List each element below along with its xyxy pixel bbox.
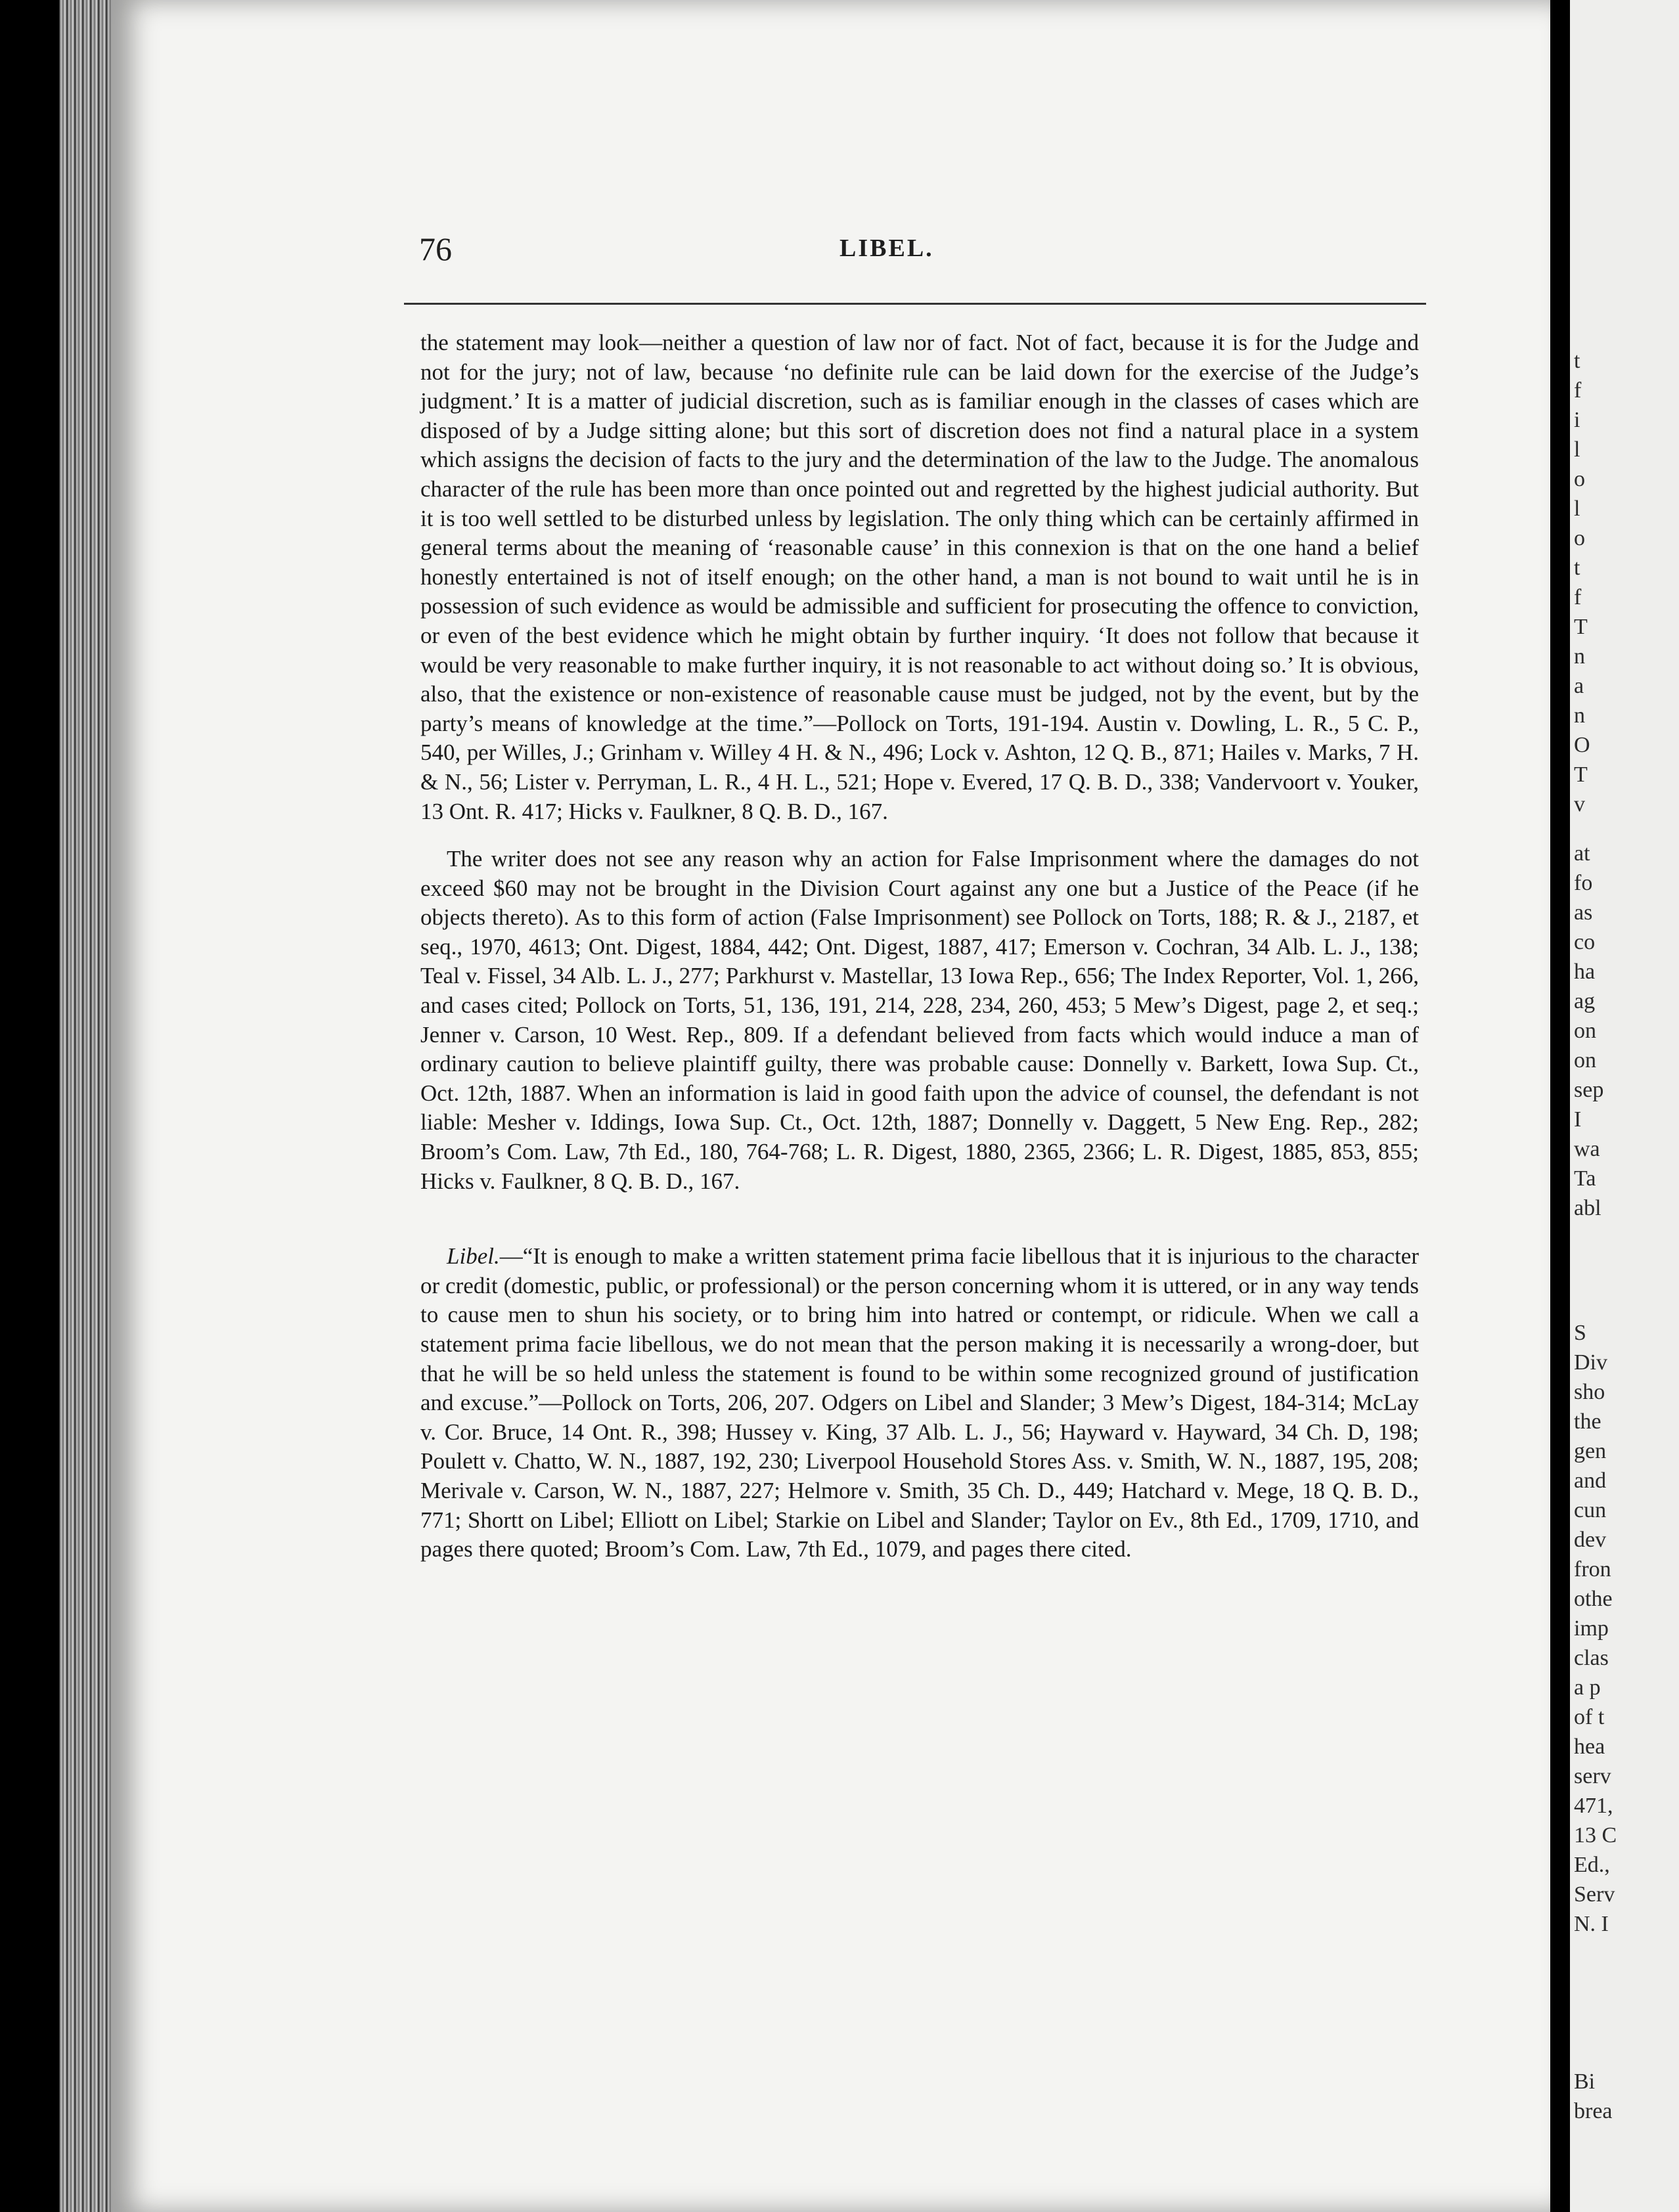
facing-page-fragment: sho (1574, 1380, 1605, 1404)
facing-page-fragment: brea (1574, 2099, 1613, 2123)
facing-page-fragment: as (1574, 900, 1593, 925)
facing-page-fragment: v (1574, 792, 1585, 816)
facing-page-fragment: i (1574, 408, 1580, 432)
facing-page-fragment: dev (1574, 1528, 1607, 1552)
facing-page-fragment: fo (1574, 871, 1593, 895)
facing-page-fragment: a p (1574, 1675, 1601, 1700)
facing-page-fragment: n (1574, 703, 1585, 728)
facing-page-fragment: l (1574, 437, 1580, 462)
facing-page-fragment: othe (1574, 1587, 1613, 1611)
facing-page-fragment: ha (1574, 960, 1596, 984)
page-body (420, 328, 1419, 1564)
facing-page-fragment: f (1574, 585, 1582, 609)
facing-page-fragment: o (1574, 526, 1585, 550)
facing-page-fragment: on (1574, 1019, 1596, 1043)
facing-page-fragment: on (1574, 1048, 1596, 1073)
facing-page-fragment: 13 C (1574, 1823, 1617, 1847)
facing-page-fragment: O (1574, 733, 1590, 757)
libel-term: Libel. (447, 1243, 500, 1270)
facing-page-fragment: Div (1574, 1350, 1607, 1375)
facing-page-fragment: a (1574, 674, 1584, 698)
facing-page-fragment: I (1574, 1107, 1582, 1132)
facing-page-fragment: Ta (1574, 1166, 1596, 1191)
facing-page-fragment: at (1574, 841, 1590, 866)
facing-page-fragment: Ed., (1574, 1853, 1610, 1877)
paragraph-false-imprisonment: The writer does not see any reason why an action for False Imprisonment where the damages do not exceed $60 may not be brought in the Division Court against any one but a Justice of the Peace (if he objects thereto). As to this form of action (False Imprisonment) see Pollock on Torts, 188; R. & J., 2187, et seq., 1970, 4613; Ont. Digest, 1884, 442; Ont. Digest, 1887, 417; Emerson v. Cochran, 34 Alb. L. J., 138; Teal v. Fissel, 34 Alb. L. J., 277; Parkhurst v. Mastellar, 13 Iowa Rep., 656; The Index Reporter, Vol. 1, 266, and cases cited; Pollock on Torts, 51, 136, 191, 214, 228, 234, 260, 453; 5 Mew’s Digest, page 2, et seq.; Jenner v. Carson, 10 West. Rep., 809. If a defendant believed from facts which would induce a man of ordinary caution to believe plaintiff guilty, there was probable cause: Donnelly v. Barkett, Iowa Sup. Ct., Oct. 12th, 1887. When an information is laid in good faith upon the advice of counsel, the defendant is not liable: Mesher v. Iddings, Iowa Sup. Ct., Oct. 12th, 1887; Donnelly v. Daggett, 5 New Eng. Rep., 282; Broom’s Com. Law, 7th Ed., 180, 764-768; L. R. Digest, 1880, 2365, 2366; L. R. Digest, 1885, 853, 855; Hicks v. Faulkner, 8 Q. B. D., 167. (420, 846, 1419, 1194)
facing-page-fragment: of t (1574, 1705, 1605, 1729)
page-header (419, 230, 1424, 269)
paragraph-pollock-reasonable-cause: the statement may look—neither a question of law nor of fact. Not of fact, because it is for the Judge and not for the jury; not of law, because ‘no definite rule can be laid down for the exercise of the Judge’s judgment.’ It is a matter of judicial discretion, such as is familiar enough in the classes of cases which are disposed of by a Judge sitting alone; but this sort of discretion does not find a natural place in a system which assigns the decision of facts to the jury and the determination of the law to the Judge. The anomalous character of the rule has been more than once pointed out and regretted by the highest judicial authority. But it is too well settled to be disturbed unless by legislation. The only thing which can be certainly affirmed in general terms about the meaning of ‘reasonable cause’ in this connexion is that on the one hand a belief honestly entertained is not of itself enough; on the other hand, a man is not bound to wait until he is in possession of such evidence as would be admissible and sufficient for prosecuting the offence to conviction, or even of the best evidence which he might obtain by further inquiry. ‘It does not follow that because it would be very reasonable to make further inquiry, it is not reasonable to act without doing so.’ It is obvious, also, that the existence or non-existence of reasonable cause must be judged, not by the event, but by the party’s means of knowledge at the time.”—Pollock on Torts, 191-194. Austin v. Dowling, L. R., 5 C. P., 540, per Willes, J.; Grinham v. Willey 4 H. & N., 496; Lock v. Ashton, 12 Q. B., 871; Hailes v. Marks, 7 H. & N., 56; Lister v. Perryman, L. R., 4 H. L., 521; Hope v. Evered, 17 Q. B. D., 338; Vandervoort v. Youker, 13 Ont. R. 417; Hicks v. Faulkner, 8 Q. B. D., 167. (420, 330, 1419, 824)
facing-page-fragment: serv (1574, 1764, 1611, 1788)
facing-page-fragment: f (1574, 378, 1582, 403)
facing-page-fragment: ag (1574, 989, 1596, 1013)
facing-page-fragment: t (1574, 556, 1580, 580)
facing-page-fragment: n (1574, 644, 1585, 669)
facing-page-fragment: Serv (1574, 1882, 1615, 1907)
facing-page-fragment: abl (1574, 1196, 1601, 1220)
facing-page-fragment: clas (1574, 1646, 1609, 1670)
facing-page-fragment: the (1574, 1409, 1601, 1434)
facing-page-edge (1570, 0, 1679, 2212)
facing-page-fragment: imp (1574, 1616, 1609, 1641)
facing-page-fragment: sep (1574, 1078, 1604, 1102)
libel-text: —“It is enough to make a written statement prima facie libellous that it is injurious to the character or credit (domestic, public, or professional) or the person concerning whom it is uttered, or in any way tends to cause men to shun his society, or to bring him into hatred or contempt, or ridicule. When we call a statement prima facie libellous, we do not mean that the person making it is necessarily a wrong-doer, but that he will be so held unless the statement is found to be within some recognized ground of justification and excuse.”—Pollock on Torts, 206, 207. Odgers on Libel and Slander; 3 Mew’s Digest, 184-314; McLay v. Cor. Bruce, 14 Ont. R., 398; Hussey v. King, 37 Alb. L. J., 56; Hayward v. Hayward, 34 Ch. D, 198; Poulett v. Chatto, W. N., 1887, 192, 230; Liverpool Household Stores Ass. v. Smith, W. N., 1887, 195, 208; Merivale v. Carson, W. N., 1887, 227; Helmore v. Smith, 35 Ch. D., 449; Hatchard v. Mege, 18 Q. B. D., 771; Shortt on Libel; Elliott on Libel; Starkie on Libel and Slander; Taylor on Ev., 8th Ed., 1709, 1710, and pages there quoted; Broom’s Com. Law, 7th Ed., 1079, and pages there cited. (420, 1243, 1419, 1562)
facing-page-fragment: 471, (1574, 1794, 1613, 1818)
facing-page-fragment: N. I (1574, 1912, 1609, 1936)
paragraph-libel (420, 1242, 1419, 1564)
facing-page-fragment: gen (1574, 1439, 1607, 1463)
facing-page-fragment: and (1574, 1469, 1607, 1493)
facing-page-fragment: o (1574, 467, 1585, 491)
facing-page-fragment: l (1574, 497, 1580, 521)
facing-page-fragment: fron (1574, 1557, 1611, 1582)
facing-page-fragment: Bi (1574, 2069, 1596, 2094)
facing-page-fragment: t (1574, 349, 1580, 373)
header-rule (404, 303, 1426, 305)
facing-page-fragment: hea (1574, 1735, 1605, 1759)
facing-page-fragment: co (1574, 930, 1596, 954)
page-stack-edge (59, 0, 112, 2212)
facing-page-fragment: S (1574, 1321, 1586, 1345)
facing-page-fragment: T (1574, 615, 1588, 639)
facing-page-fragment: cun (1574, 1498, 1607, 1522)
running-head: LIBEL. (840, 234, 934, 262)
page-number: 76 (419, 231, 452, 267)
left-black-edge (0, 0, 59, 2212)
facing-page-fragment: T (1574, 763, 1588, 787)
facing-page-fragment: wa (1574, 1137, 1600, 1161)
